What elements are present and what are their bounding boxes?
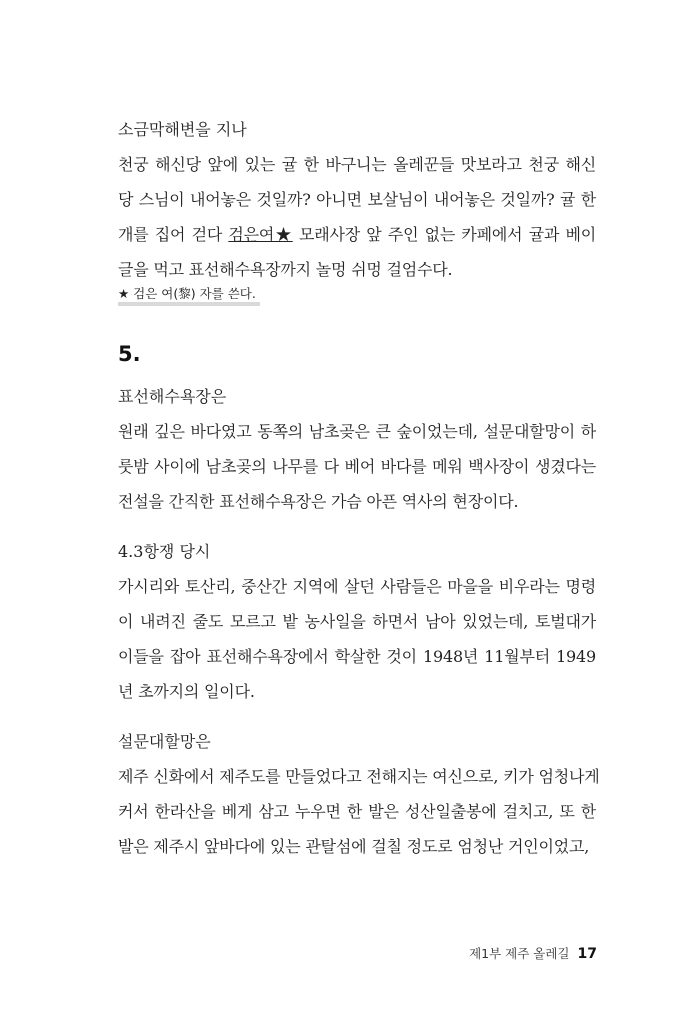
paragraph-line: 전설을 간직한 표선해수욕장은 가슴 아픈 역사의 현장이다. bbox=[118, 492, 519, 511]
paragraph-line: 이들을 잡아 표선해수욕장에서 학살한 것이 1948년 11월부터 1949 bbox=[118, 647, 596, 666]
section-number: 5. bbox=[118, 342, 141, 366]
paragraph-line: 년 초까지의 일이다. bbox=[118, 682, 255, 701]
paragraph-heading: 설문대할망은 bbox=[118, 732, 211, 751]
footnote: ★ 검은 여(黎) 자를 쓴다. bbox=[118, 286, 256, 301]
paragraph-line: 가시리와 토산리, 중산간 지역에 살던 사람들은 마을을 비우라는 명령 bbox=[118, 577, 596, 596]
paragraph-seolmundae bbox=[118, 724, 600, 864]
page-footer bbox=[469, 944, 597, 962]
paragraph-line: 천궁 해신당 앞에 있는 귤 한 바구니는 올레꾼들 맛보라고 천궁 해신 bbox=[118, 155, 596, 174]
paragraph-line: 이 내려진 줄도 모르고 밭 농사일을 하면서 남아 있었는데, 토벌대가 bbox=[118, 612, 596, 631]
paragraph-april-third bbox=[118, 534, 596, 709]
paragraph-line: 커서 한라산을 베게 삼고 누우면 한 발은 성산일출봉에 걸치고, 또 한 bbox=[118, 802, 596, 821]
paragraph-saltbeach bbox=[118, 112, 596, 287]
paragraph-heading: 4.3항쟁 당시 bbox=[118, 542, 211, 561]
running-title: 제1부 제주 올레길 bbox=[469, 946, 570, 961]
page-number: 17 bbox=[577, 946, 597, 962]
paragraph-heading: 표선해수욕장은 bbox=[118, 387, 227, 406]
text-run: 개를 집어 걷다 bbox=[118, 225, 229, 244]
text-run: 모래사장 앞 주인 없는 카페에서 귤과 베이 bbox=[292, 225, 596, 244]
paragraph-line: 당 스님이 내어놓은 것일까? 아니면 보살님이 내어놓은 것일까? 귤 한 bbox=[118, 190, 596, 209]
paragraph-line bbox=[118, 217, 596, 252]
paragraph-pyoseon-beach bbox=[118, 379, 596, 519]
paragraph-line: 룻밤 사이에 남초곶의 나무를 다 베어 바다를 메워 백사장이 생겼다는 bbox=[118, 457, 596, 476]
paragraph-line: 원래 깊은 바다였고 동쪽의 남초곶은 큰 숲이었는데, 설문대할망이 하 bbox=[118, 422, 596, 441]
paragraph-line: 글을 먹고 표선해수욕장까지 놀멍 쉬멍 걸엄수다. bbox=[118, 260, 453, 279]
paragraph-line: 발은 제주시 앞바다에 있는 관탈섬에 걸칠 정도로 엄청난 거인이었고, bbox=[118, 837, 590, 856]
paragraph-heading: 소금막해변을 지나 bbox=[118, 120, 247, 139]
footnoted-term: 검은여★ bbox=[228, 225, 293, 244]
paragraph-line: 제주 신화에서 제주도를 만들었다고 전해지는 여신으로, 키가 엄청나게 bbox=[118, 767, 600, 786]
